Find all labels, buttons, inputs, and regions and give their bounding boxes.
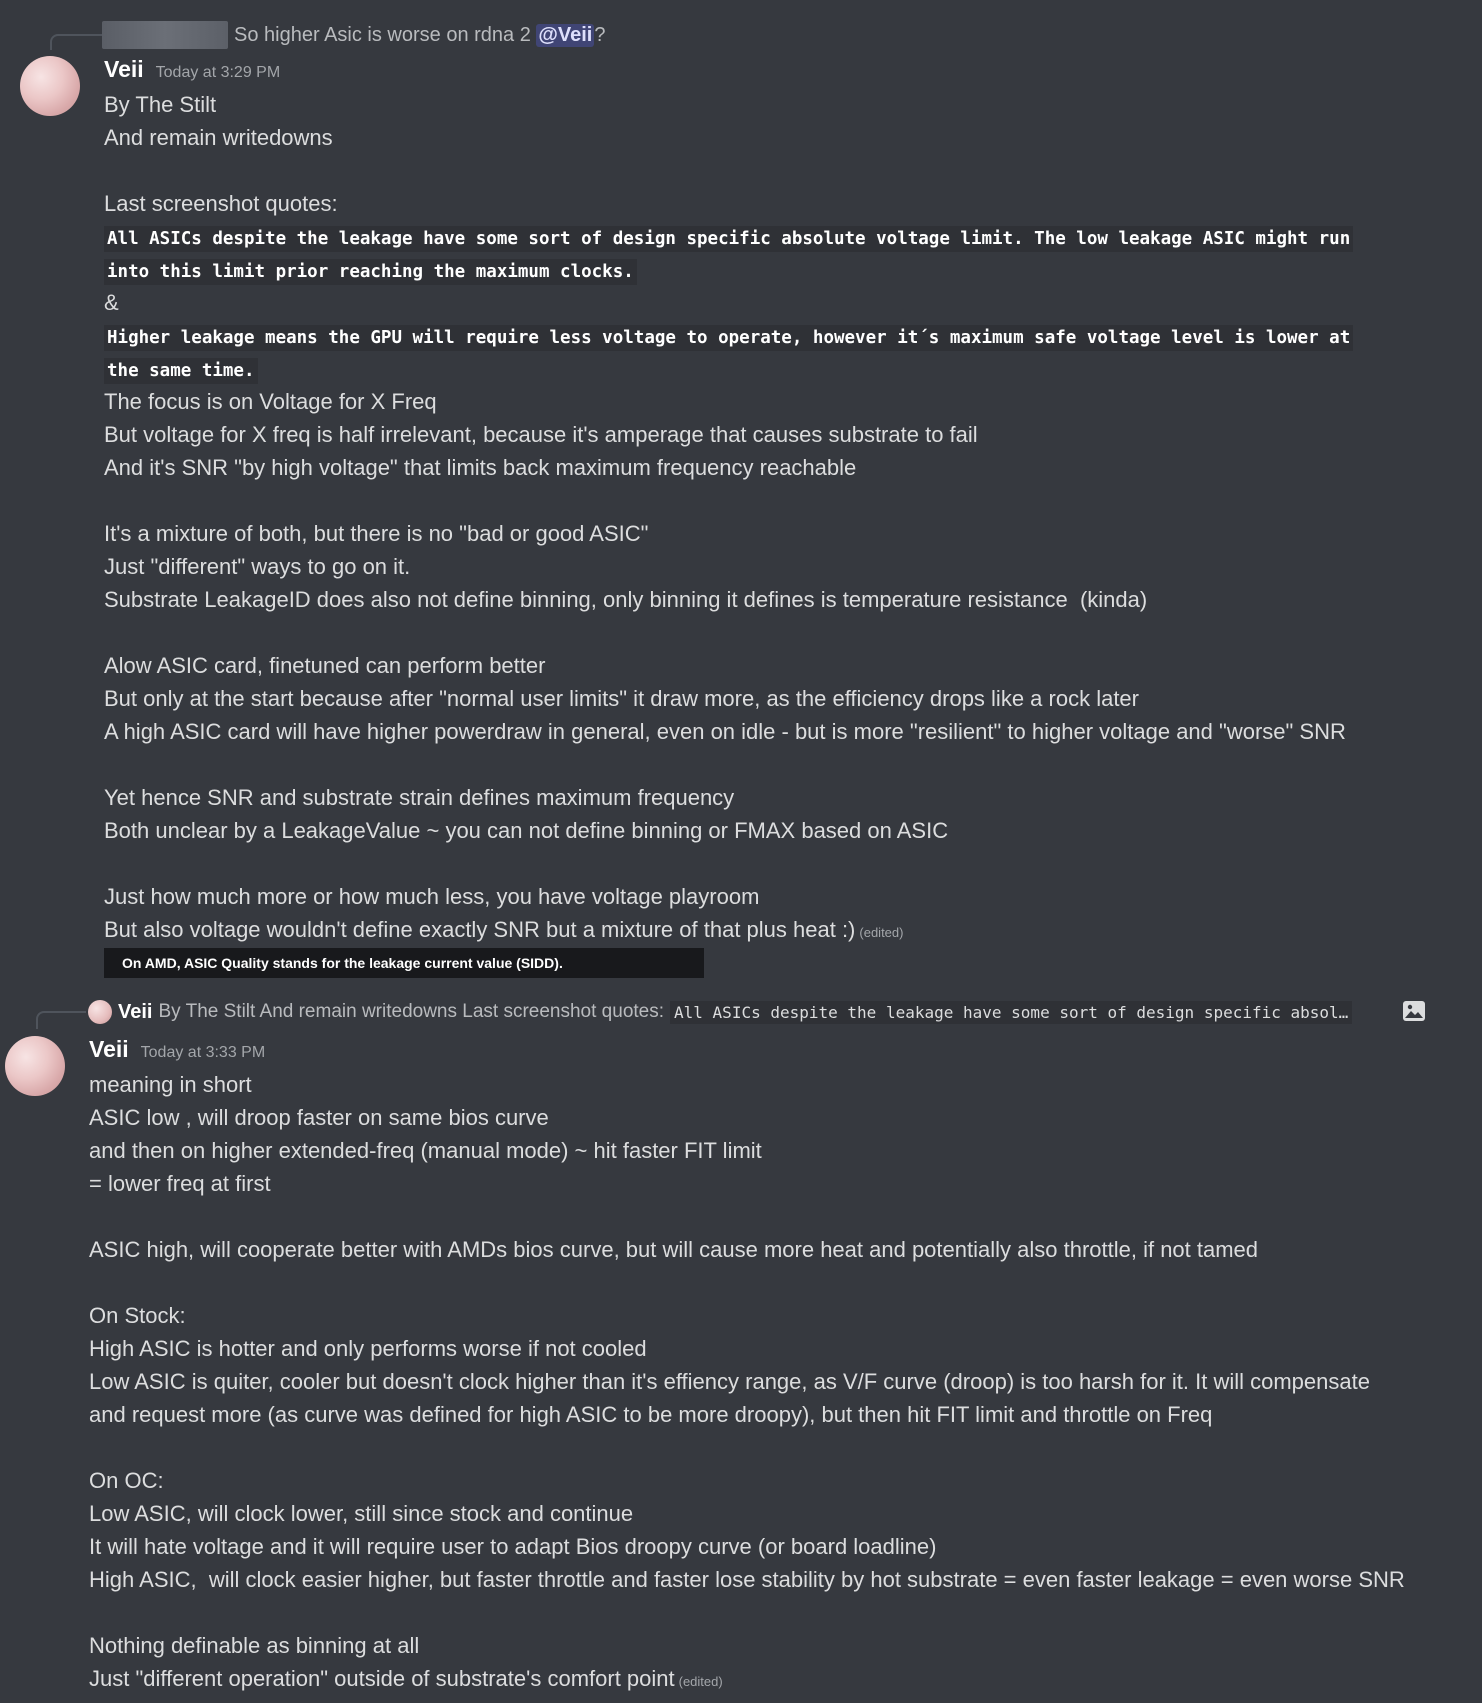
message-line: ASIC low , will droop faster on same bios curve [89,1105,549,1130]
avatar[interactable] [5,1036,65,1096]
mention[interactable]: @Veii [538,23,593,46]
message-line [104,484,1454,517]
inline-code: the same time. [104,358,258,384]
message-header [104,56,280,83]
reply-code-snippet: All ASICs despite the leakage have some sort of design specific absol… [670,1001,1352,1024]
message-line: Low ASIC, will clock lower, still since stock and continue [89,1501,634,1526]
message-line [104,748,1454,781]
avatar[interactable] [20,56,80,116]
reply-preview[interactable]: So higher Asic is worse on rdna 2 @Veii ? [102,20,606,50]
message-line: Just "different operation" outside of substrate's comfort point [89,1666,675,1691]
message-line [89,1431,1469,1464]
message-line: Nothing definable as binning at all [89,1633,420,1658]
message-line: Low ASIC is quiter, cooler but doesn't clock higher than it's effiency range, as V/F curve (droop) is too harsh for it. It will compensate [89,1369,1370,1394]
message-line: But only at the start because after "normal user limits" it draw more, as the efficiency drops like a rock later [104,686,1139,711]
message-line [89,1266,1469,1299]
message-line: By The Stilt [104,92,217,117]
message-line [104,154,1454,187]
message-line: Alow ASIC card, finetuned can perform better [104,653,546,678]
username[interactable]: Veii [104,56,144,82]
message-header [89,1036,265,1063]
timestamp: Today at 3:33 PM [140,1044,266,1061]
message-line: Both unclear by a LeakageValue ~ you can not define binning or FMAX based on ASIC [104,818,949,843]
message-line: and request more (as curve was defined for high ASIC to be more droopy), but then hit FIT limit and throttle on Freq [89,1402,1213,1427]
message-line: Substrate LeakageID does also not define binning, only binning it defines is temperature resistance (kinda) [104,587,1148,612]
inline-code: Higher leakage means the GPU will require less voltage to operate, however it´s maximum safe voltage level is lower at [104,325,1353,351]
reply-avatar [88,1000,112,1024]
message-line [104,616,1454,649]
timestamp: Today at 3:29 PM [155,64,281,81]
message-line [89,1200,1469,1233]
message-line: = lower freq at first [89,1171,271,1196]
reply-spine [50,34,102,50]
message-line: & [104,290,119,315]
message-line [89,1596,1469,1629]
message-line: Last screenshot quotes: [104,191,338,216]
message-line: A high ASIC card will have higher powerdraw in general, even on idle - but is more "resilient" to higher voltage and "worse" SNR [104,719,1346,744]
reply-text: By The Stilt And remain writedowns Last screenshot quotes: [158,1001,665,1022]
message-line: meaning in short [89,1072,252,1097]
username[interactable]: Veii [89,1036,129,1062]
message-line: And it's SNR "by high voltage" that limits back maximum frequency reachable [104,455,857,480]
embed-caption: On AMD, ASIC Quality stands for the leakage current value (SIDD). [104,948,704,978]
message-line: High ASIC is hotter and only performs worse if not cooled [89,1336,647,1361]
message-line: and then on higher extended-freq (manual mode) ~ hit faster FIT limit [89,1138,762,1163]
reply-username[interactable]: Veii [118,1000,153,1023]
message-line: But also voltage wouldn't define exactly SNR but a mixture of that plus heat :) [104,917,856,942]
message-line: On Stock: [89,1303,186,1328]
blurred-username [102,21,228,49]
reply-preview[interactable] [88,997,1388,1027]
message-line: It will hate voltage and it will require user to adapt Bios droopy curve (or board loadline) [89,1534,937,1559]
message-line: Just how much more or how much less, you have voltage playroom [104,884,760,909]
message-line: Yet hence SNR and substrate strain defines maximum frequency [104,785,735,810]
reply-text: So higher Asic is worse on rdna 2 [234,23,531,46]
message-line: It's a mixture of both, but there is no "bad or good ASIC" [104,521,649,546]
message-line [104,847,1454,880]
reply-spine [36,1011,86,1029]
message-line: Just "different" ways to go on it. [104,554,411,579]
edited-label: (edited) [678,1674,723,1689]
message-line: On OC: [89,1468,164,1493]
edited-label: (edited) [859,925,904,940]
inline-code: into this limit prior reaching the maximum clocks. [104,259,637,285]
inline-code: All ASICs despite the leakage have some sort of design specific absolute voltage limit. The low leakage ASIC might run [104,226,1353,252]
message-content [104,88,1454,946]
message-line: The focus is on Voltage for X Freq [104,389,437,414]
message-line: ASIC high, will cooperate better with AMDs bios curve, but will cause more heat and potentially also throttle, if not tamed [89,1237,1259,1262]
message-line: And remain writedowns [104,125,333,150]
message-line: But voltage for X freq is half irrelevant, because it's amperage that causes substrate to fail [104,422,978,447]
message-content [89,1068,1469,1695]
image-icon[interactable] [1402,999,1426,1023]
message-line: High ASIC, will clock easier higher, but faster throttle and faster lose stability by hot substrate = even faster leakage = even worse SNR [89,1567,1405,1592]
